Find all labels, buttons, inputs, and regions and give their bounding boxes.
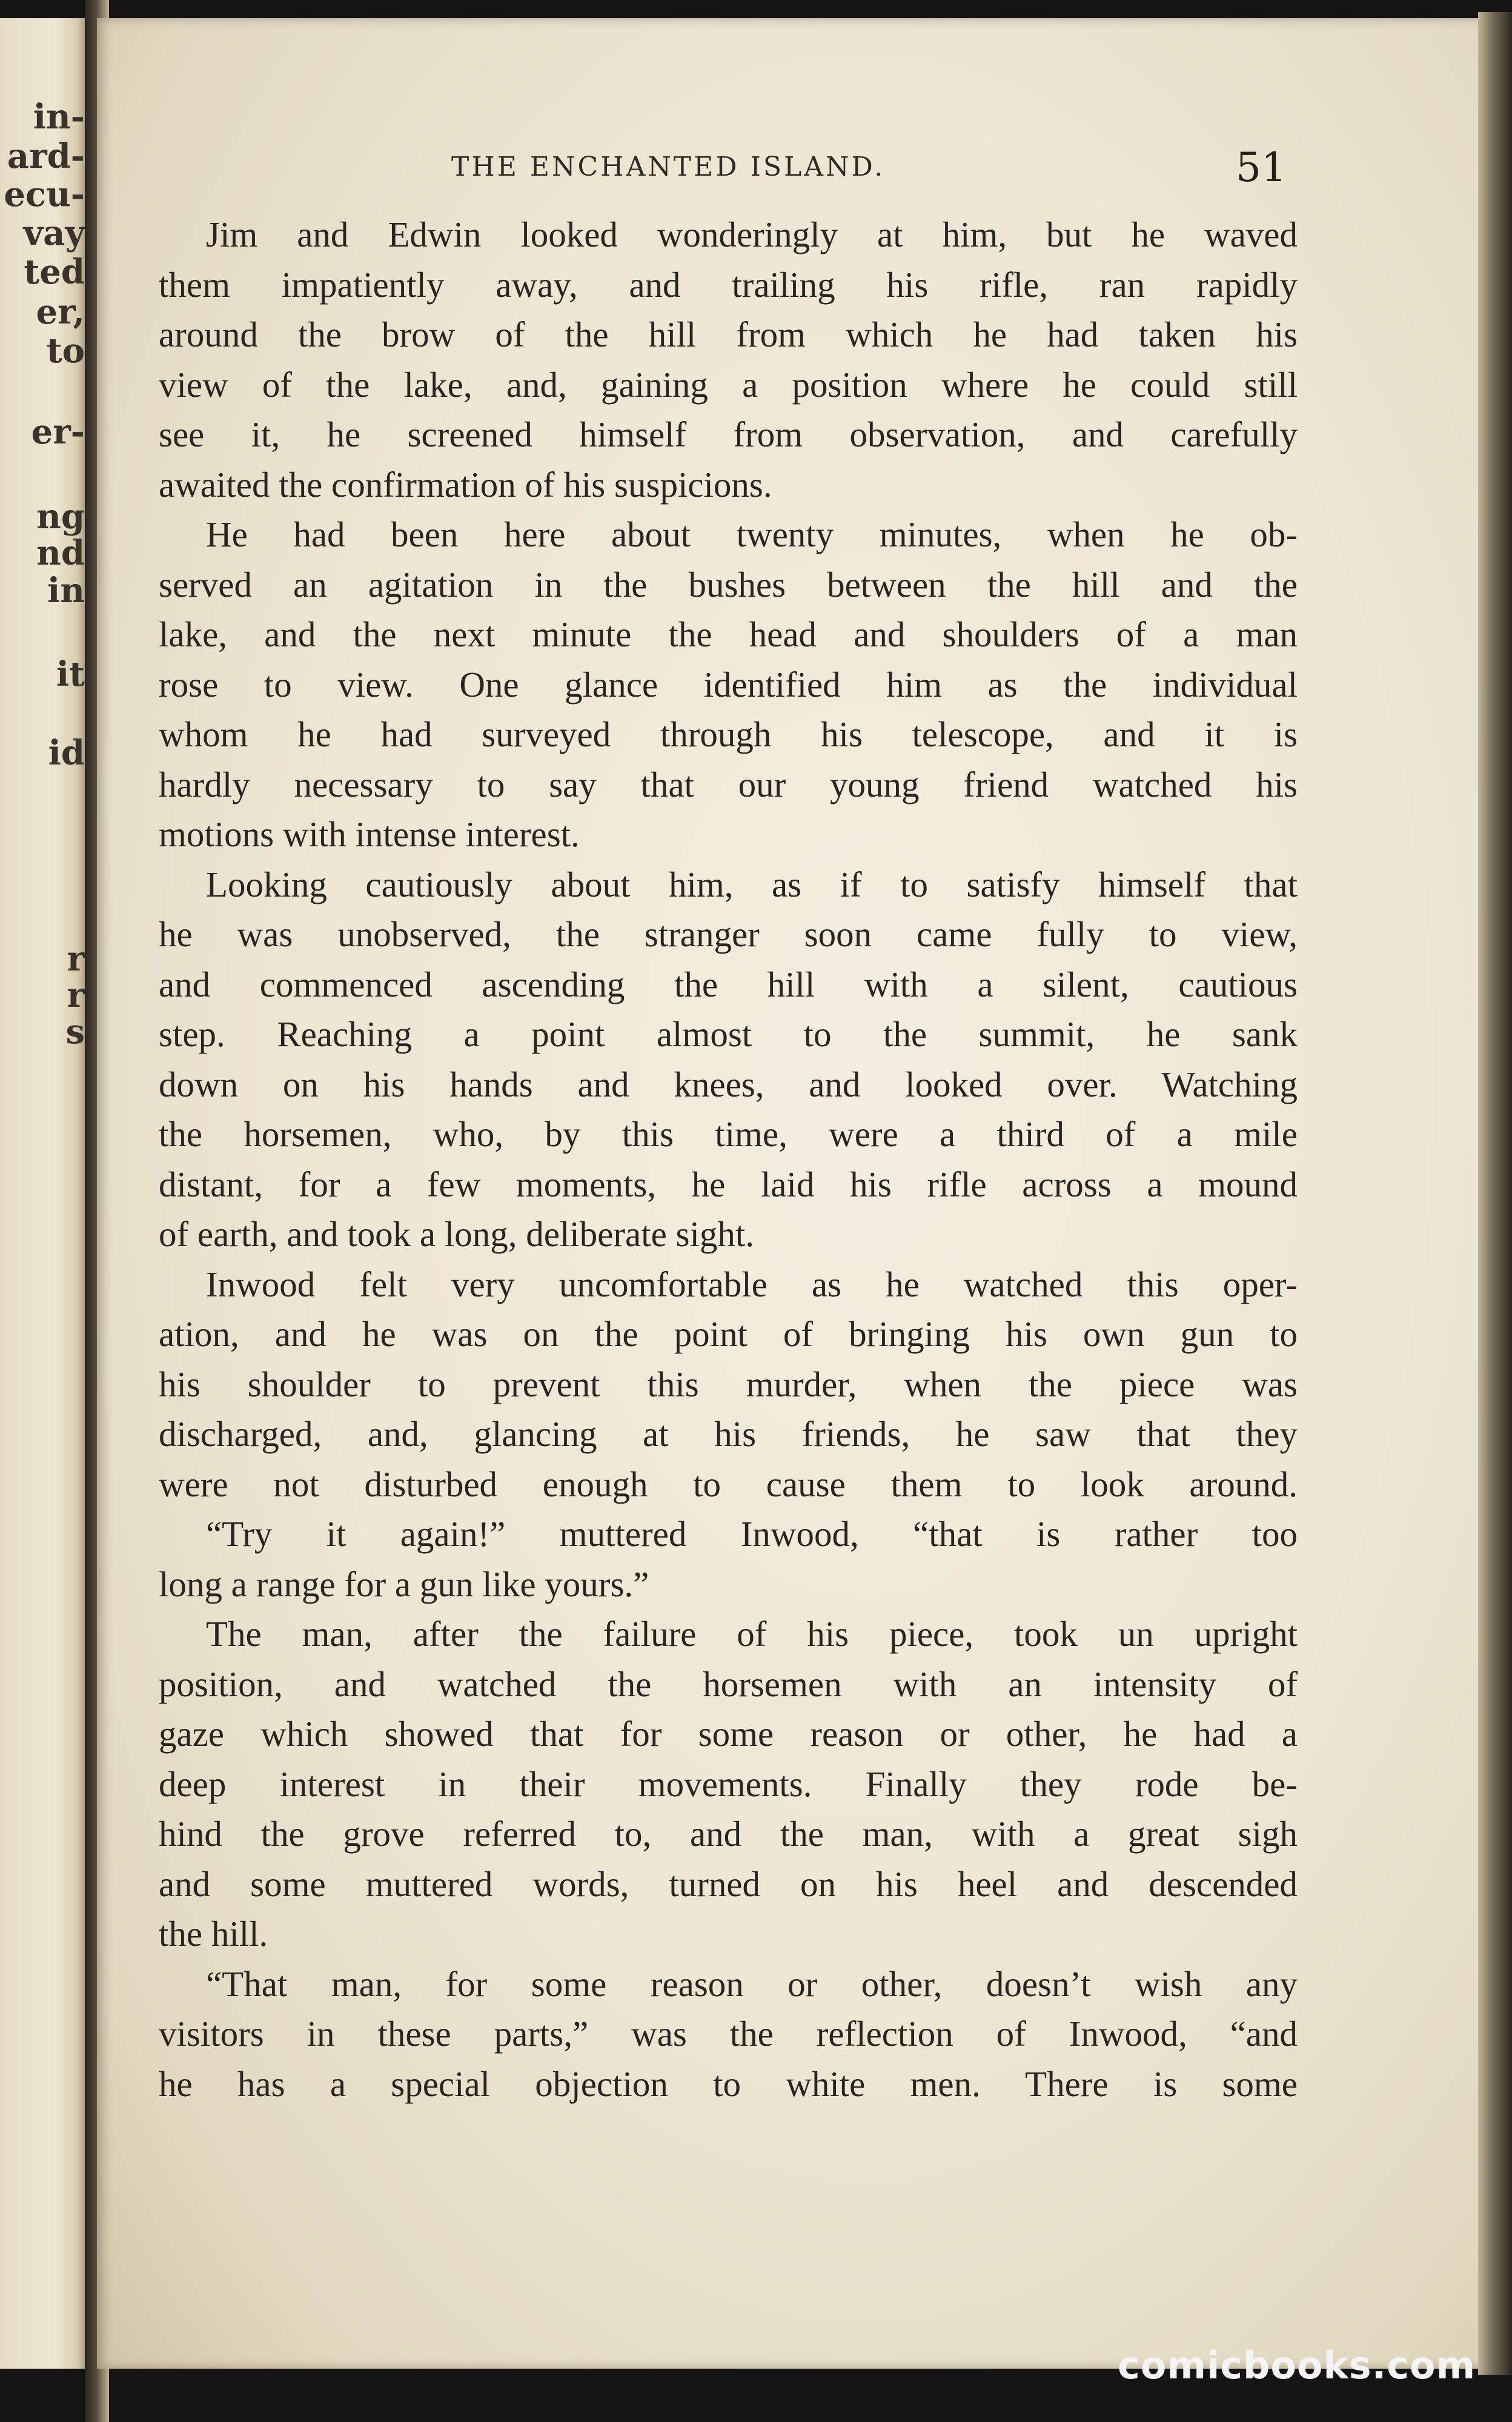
text-line: The man, after the failure of his piece, took un upright (206, 1614, 1298, 1654)
text-line: awaited the confirmation of his suspicions. (159, 464, 772, 505)
text-line: Jim and Edwin looked wonderingly at him, but he waved (206, 214, 1298, 254)
left-page-fragment: ard- (7, 136, 85, 176)
text-line: Inwood felt very uncomfortable as he watched this oper- (206, 1264, 1298, 1304)
text-line: lake, and the next minute the head and shoulders of a man (159, 614, 1298, 654)
text-line: around the brow of the hill from which he had taken his (159, 314, 1298, 354)
text-line: Looking cautiously about him, as if to satisfy himself that (206, 864, 1298, 904)
text-line: position, and watched the horsemen with an intensity of (159, 1664, 1298, 1704)
left-page-fragment: to (46, 331, 85, 371)
text-line: served an agitation in the bushes between the hill and the (159, 564, 1298, 605)
left-page-fragment: it (56, 654, 85, 694)
left-page-fragment: in- (33, 97, 85, 137)
text-line: visitors in these parts,” was the reflection of Inwood, “and (159, 2014, 1298, 2054)
text-line: hind the grove referred to, and the man, with a great sigh (159, 1814, 1298, 1854)
text-line: step. Reaching a point almost to the summit, he sank (159, 1014, 1298, 1054)
text-line: ation, and he was on the point of bringing his own gun to (159, 1314, 1298, 1354)
text-line: the horsemen, who, by this time, were a third of a mile (159, 1114, 1298, 1154)
text-line: and some muttered words, turned on his heel and descended (159, 1863, 1298, 1904)
text-line: and commenced ascending the hill with a silent, cautious (159, 964, 1298, 1004)
text-line: “Try it again!” muttered Inwood, “that is rather too (206, 1514, 1298, 1554)
text-line: hardly necessary to say that our young friend watched his (159, 764, 1298, 805)
left-facing-page (0, 18, 91, 2369)
left-page-fragment: id (48, 733, 85, 773)
text-line: his shoulder to prevent this murder, when the piece was (159, 1364, 1298, 1404)
text-line: discharged, and, glancing at his friends, he saw that they (159, 1414, 1298, 1454)
left-page-fragment: ng (36, 497, 85, 537)
text-line: whom he had surveyed through his telescope, and it is (159, 714, 1298, 754)
text-line: he has a special objection to white men. There is some (159, 2063, 1298, 2104)
text-line: the hill. (159, 1914, 268, 1954)
text-line: He had been here about twenty minutes, when he ob- (206, 514, 1298, 554)
text-line: were not disturbed enough to cause them to look around. (159, 1464, 1298, 1504)
watermark: comicbooks.com (1118, 2343, 1476, 2387)
text-line: of earth, and took a long, deliberate sight. (159, 1214, 755, 1254)
text-line: rose to view. One glance identified him as the individual (159, 664, 1298, 705)
page-body-text (159, 210, 1298, 2109)
text-line: distant, for a few moments, he laid his rifle across a mound (159, 1164, 1298, 1204)
text-line: see it, he screened himself from observation, and carefully (159, 414, 1298, 454)
left-page-fragment: s (65, 1012, 85, 1052)
left-page-fragment: vay (23, 213, 85, 253)
text-line: motions with intense interest. (159, 814, 580, 854)
left-page-fragment: ecu- (4, 174, 85, 214)
left-page-fragment: nd (36, 533, 85, 573)
text-line: gaze which showed that for some reason or other, he had a (159, 1714, 1298, 1754)
left-page-fragment: ted (24, 252, 85, 292)
left-page-fragment: in (47, 571, 85, 611)
text-line: “That man, for some reason or other, doesn’t wish any (206, 1963, 1298, 2004)
text-line: down on his hands and knees, and looked over. Watching (159, 1064, 1298, 1104)
left-page-fragment: er- (31, 412, 85, 452)
text-line: he was unobserved, the stranger soon came fully to view, (159, 914, 1298, 954)
text-line: view of the lake, and, gaining a position where he could still (159, 364, 1298, 405)
text-line: them impatiently away, and trailing his rifle, ran rapidly (159, 264, 1298, 305)
text-line: deep interest in their movements. Finally they rode be- (159, 1763, 1298, 1804)
left-page-fragment: er, (36, 292, 85, 332)
running-head: THE ENCHANTED ISLAND. (451, 151, 886, 182)
page-edge (1478, 12, 1512, 2375)
left-page-fragment: r (67, 939, 85, 979)
left-page-fragment: r (67, 975, 85, 1015)
text-line: long a range for a gun like yours.” (159, 1564, 649, 1604)
page-number: 51 (1236, 144, 1287, 191)
